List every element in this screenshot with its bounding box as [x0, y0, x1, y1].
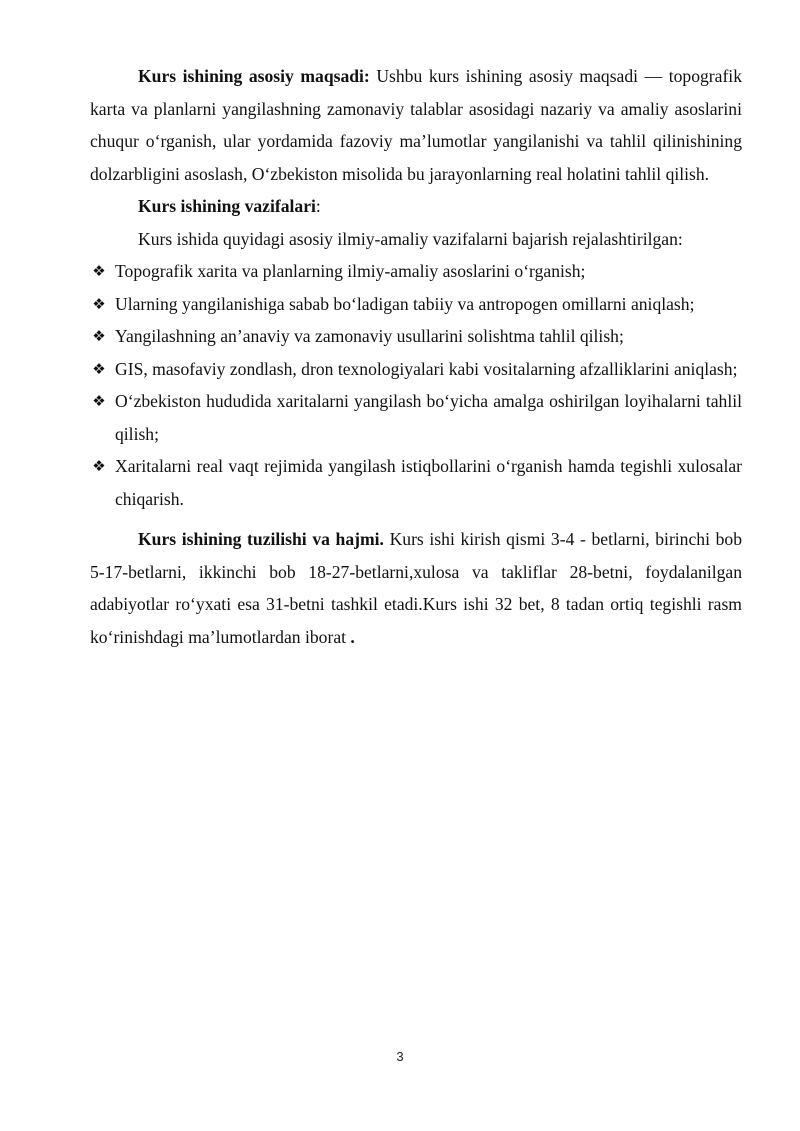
page-number: 3 [396, 1049, 404, 1064]
task-item [90, 450, 742, 515]
structure-text: Kurs ishi kirish qismi 3-4 - betlarni, birinchi bob 5-17-betlarni, ikkinchi bob 18-27-betlarni,xulosa va takliflar 28-betni, foydalanilgan adabiyotlar ro‘yxati esa 31-betni tashkil etadi.Kurs ishi 32 bet, 8 tadan ortiq tegishli rasm ko‘rinishdagi ma’lumotlardan iborat [90, 529, 742, 647]
task-item [90, 255, 742, 288]
goal-heading: Kurs ishining asosiy maqsadi: [138, 66, 370, 86]
goal-paragraph [90, 60, 742, 190]
task-item-text: Xaritalarni real vaqt rejimida yangilash istiqbollarini o‘rganish hamda tegishli xulosalar chiqarish. [115, 456, 742, 509]
diamond-bullet-icon: ❖ [92, 392, 106, 410]
diamond-bullet-icon: ❖ [92, 457, 106, 475]
task-item-text: Topografik xarita va planlarning ilmiy-amaliy asoslarini o‘rganish; [115, 261, 586, 281]
diamond-bullet-icon: ❖ [92, 359, 106, 378]
task-item [90, 288, 742, 321]
tasks-heading-colon: : [315, 196, 321, 216]
tasks-intro: Kurs ishida quyidagi asosiy ilmiy-amaliy vazifalarni bajarish rejalashtirilgan: [138, 228, 683, 249]
task-item [90, 353, 742, 386]
diamond-bullet-icon: ❖ [92, 327, 106, 345]
structure-end-mark: . [350, 626, 355, 647]
page-content [90, 60, 742, 653]
tasks-list [90, 255, 742, 515]
paragraph-spacer [90, 515, 742, 523]
task-item [90, 320, 742, 353]
task-item-text: Yangilashning an’anaviy va zamonaviy usullarini solishtma tahlil qilish; [115, 326, 624, 346]
task-item-text: Ularning yangilanishiga sabab bo‘ladigan tabiiy va antropogen omillarni aniqlash; [115, 293, 695, 314]
diamond-bullet-icon: ❖ [92, 294, 106, 313]
task-item-text: GIS, masofaviy zondlash, dron texnologiyalari kabi vositalarning afzalliklarini aniqlash; [115, 358, 738, 379]
goal-text: Ushbu kurs ishining asosiy maqsadi — topografik karta va planlarni yangilashning zamonaviy talablar asosidagi nazariy va amaliy asoslarini chuqur o‘rganish, ular yordamida fazoviy ma’lumotlar yangilanishi va tahlil qilinishining dolzarbligini asoslash, O‘zbekiston misolida bu jarayonlarning real holatini tahlil qilish. [90, 66, 742, 184]
structure-heading: Kurs ishining tuzilishi va hajmi. [138, 529, 384, 549]
tasks-heading-line [90, 190, 742, 223]
diamond-bullet-icon: ❖ [92, 262, 106, 280]
structure-paragraph [90, 523, 742, 653]
task-item [90, 385, 742, 450]
task-item-text: O‘zbekiston hududida xaritalarni yangilash bo‘yicha amalga oshirilgan loyihalarni tahlil qilish; [115, 391, 742, 444]
tasks-heading: Kurs ishining vazifalari [138, 196, 316, 216]
